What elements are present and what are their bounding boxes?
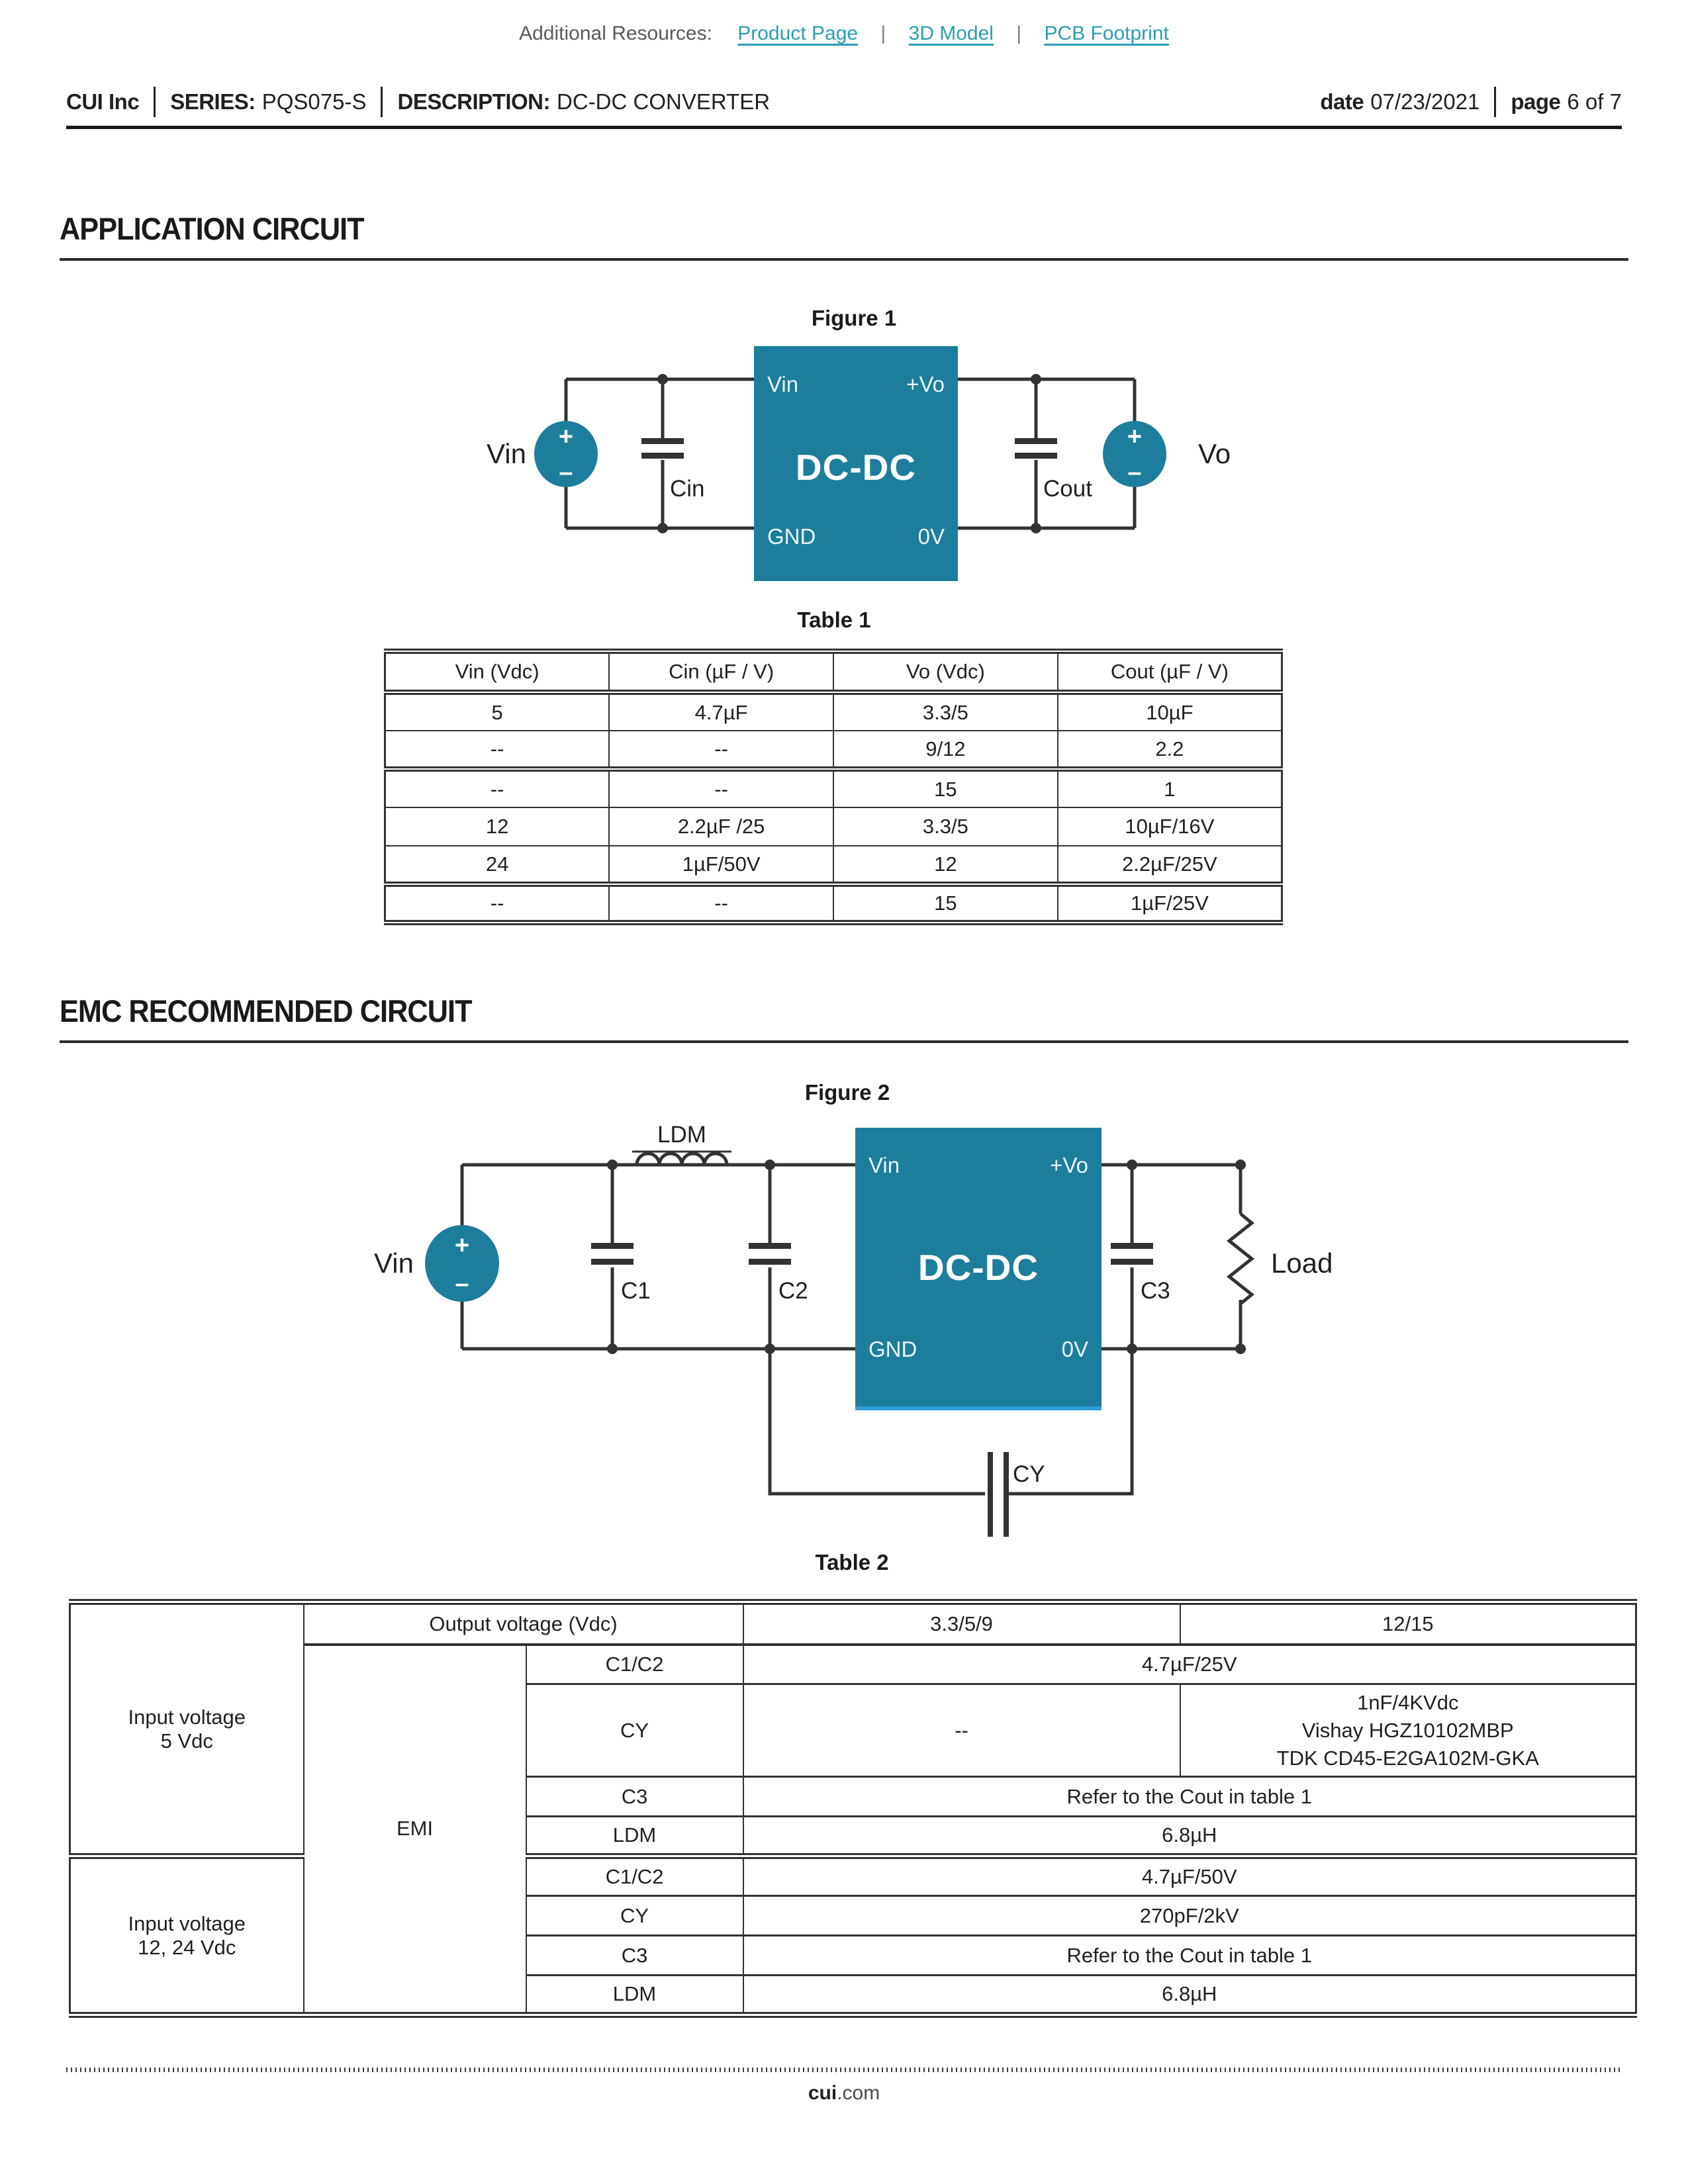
load-resistor [1229,1214,1252,1304]
circuit-wires [462,1165,1241,1494]
cell: 2.2µF /25 [609,807,833,846]
section-title-application-circuit: APPLICATION CIRCUIT [60,211,364,246]
series-value: PQS075-S [261,89,367,114]
cell: Refer to the Cout in table 1 [743,1777,1636,1817]
cell: 270pF/2kV [743,1896,1636,1936]
series-label: SERIES: [170,89,256,114]
table-1-title: Table 1 [797,608,871,632]
table-row [385,692,1282,731]
capacitor-c2 [749,1243,791,1265]
cell: 3.3/5 [833,692,1058,731]
resources-bar [0,23,1688,45]
figure-2-title: Figure 2 [804,1080,890,1105]
section-rule [60,258,1628,261]
row-header-input-12-24v [70,1856,304,2015]
table-row [385,807,1282,846]
dcdc-block [855,1128,1102,1410]
label-vin: Vin [487,438,526,469]
label-cy: CY [1013,1461,1045,1487]
figure-1-circuit [397,331,1324,599]
junction-dot [1031,374,1041,385]
label-vo: Vo [1198,438,1231,469]
footer-site-bold: cui [808,2082,837,2104]
capacitor-cin [641,438,684,459]
cell-line: Vishay HGZ10102MBP [1301,1718,1514,1742]
capacitor-cout [1015,438,1057,459]
link-3d-model[interactable]: 3D Model [908,23,994,44]
figure-1-title: Figure 1 [811,306,897,330]
component-label: C3 [526,1777,743,1817]
col-header: Cin (µF / V) [609,651,833,692]
minus-sign: – [559,459,573,486]
minus-sign: – [1127,459,1142,486]
label-c3: C3 [1141,1278,1170,1304]
title-bar [66,83,1622,120]
table-1-section [384,608,1284,925]
minus-sign: – [455,1270,469,1298]
plus-sign: + [454,1232,470,1259]
table-2-section [69,1550,1635,2018]
page-number: 6 of 7 [1567,89,1622,114]
cell: -- [385,884,610,923]
label-cin: Cin [670,476,705,502]
inductor-ldm [632,1152,731,1165]
junction-dot [607,1343,618,1354]
page-label: page [1511,89,1561,114]
cell: 2.2 [1058,731,1282,769]
footer-site [0,2082,1688,2105]
junction-dot [1127,1343,1137,1354]
source-vo [1103,421,1166,487]
table-row [385,846,1282,884]
junction-dot [1235,1160,1246,1170]
block-name: DC-DC [795,447,917,488]
resources-separator: | [880,23,886,44]
company-name: CUI Inc [66,89,140,114]
cell: 12 [385,807,610,846]
component-label: C3 [526,1936,743,1976]
cell: 2.2µF/25V [1058,846,1282,884]
cell: Refer to the Cout in table 1 [743,1936,1636,1976]
label-cout: Cout [1043,476,1092,502]
label-vin: Vin [374,1248,414,1279]
cell: -- [385,769,610,807]
junction-dot [1235,1343,1246,1354]
cell: -- [609,769,833,807]
junction-dot [1127,1160,1137,1170]
capacitor-c1 [591,1243,633,1265]
plus-sign: + [558,423,574,451]
cell: -- [385,731,610,769]
cell: 4.7µF/50V [743,1856,1636,1896]
component-label: LDM [526,1817,743,1856]
capacitor-c3 [1111,1243,1153,1265]
label-load: Load [1271,1248,1333,1279]
col-header: Cout (µF / V) [1058,651,1282,692]
table-2-title: Table 2 [815,1550,889,1574]
label-c1: C1 [621,1278,651,1304]
figure-2 [331,1080,1523,1550]
cell: 10µF/16V [1058,807,1282,846]
row-header-line: Input voltage [128,1705,246,1729]
table-row [70,1645,1636,1684]
col-header-output-voltage: Output voltage (Vdc) [304,1602,743,1645]
pin-vo: +Vo [906,372,945,396]
capacitor-cy [988,1452,1009,1537]
cell: 15 [833,884,1058,923]
header-rule [66,126,1622,129]
cell: 10µF [1058,692,1282,731]
pin-gnd: GND [868,1337,917,1361]
cell-line: TDK CD45-E2GA102M-GKA [1276,1746,1539,1770]
row-header-line: Input voltage [128,1911,246,1935]
cell: 24 [385,846,610,884]
junction-dot [1031,523,1041,533]
cell: 6.8µH [743,1976,1636,2015]
cell-line: 1nF/4KVdc [1357,1690,1459,1714]
figure-1 [397,306,1324,604]
component-label: CY [526,1684,743,1777]
col-header-low: 3.3/5/9 [743,1602,1180,1645]
junction-dot [607,1160,618,1170]
row-header-line: 12, 24 Vdc [138,1935,236,1959]
table-row [385,884,1282,923]
cell: 4.7µF/25V [743,1645,1636,1684]
title-bar-left [66,87,770,117]
resources-separator: | [1016,23,1022,44]
figure-2-circuit [331,1121,1523,1550]
table-1 [384,649,1283,925]
cell: -- [609,731,833,769]
block-name: DC-DC [917,1247,1039,1288]
component-label: LDM [526,1976,743,2015]
pin-gnd: GND [767,524,816,549]
junction-dot [765,1343,775,1354]
col-header-high: 12/15 [1180,1602,1636,1645]
cell: 9/12 [833,731,1058,769]
cell: 1 [1058,769,1282,807]
link-pcb-footprint[interactable]: PCB Footprint [1044,23,1169,44]
resources-label: Additional Resources: [519,23,712,44]
col-header: Vo (Vdc) [833,651,1058,692]
source-vin [534,421,598,487]
divider [154,87,156,117]
dcdc-block [754,346,958,581]
pin-0v: 0V [1061,1337,1088,1361]
cell [1180,1684,1636,1777]
cell: 15 [833,769,1058,807]
row-header-emi: EMI [304,1645,526,2015]
label-c2: C2 [778,1278,808,1304]
footer-site-rest: .com [837,2082,880,2104]
cell: -- [609,884,833,923]
table-row [385,769,1282,807]
footer-dotted-rule [66,2068,1622,2072]
source-vin [425,1225,499,1302]
label-ldm: LDM [657,1122,706,1148]
section-rule [60,1040,1628,1043]
cell: 12 [833,846,1058,884]
cell: 1µF/25V [1058,884,1282,923]
pin-vo: +Vo [1050,1153,1088,1177]
description-label: DESCRIPTION: [397,89,550,114]
date-value: 07/23/2021 [1370,89,1480,114]
cell: 4.7µF [609,692,833,731]
table-row [385,651,1282,692]
divider [381,87,383,117]
junction-dot [657,374,668,385]
table-row [70,1602,1636,1645]
pin-vin: Vin [767,372,799,396]
divider [1494,87,1496,117]
section-title-emc-circuit: EMC RECOMMENDED CIRCUIT [60,993,472,1028]
component-label: CY [526,1896,743,1936]
component-label: C1/C2 [526,1856,743,1896]
link-product-page[interactable]: Product Page [737,23,859,44]
cell: 3.3/5 [833,807,1058,846]
table-row [385,731,1282,769]
cell: 5 [385,692,610,731]
pin-vin: Vin [868,1153,900,1177]
date-label: date [1320,89,1364,114]
cell: 6.8µH [743,1817,1636,1856]
cell: 1µF/50V [609,846,833,884]
cell: -- [743,1684,1180,1777]
row-header-line: 5 Vdc [160,1729,213,1752]
col-header: Vin (Vdc) [385,651,610,692]
junction-dot [657,523,668,533]
description-value: DC-DC CONVERTER [557,89,771,114]
junction-dot [765,1160,775,1170]
pin-0v: 0V [917,524,945,549]
title-bar-right [1320,87,1622,117]
table-2 [69,1599,1637,2018]
row-header-input-5v [70,1602,304,1856]
plus-sign: + [1127,423,1143,451]
component-label: C1/C2 [526,1645,743,1684]
